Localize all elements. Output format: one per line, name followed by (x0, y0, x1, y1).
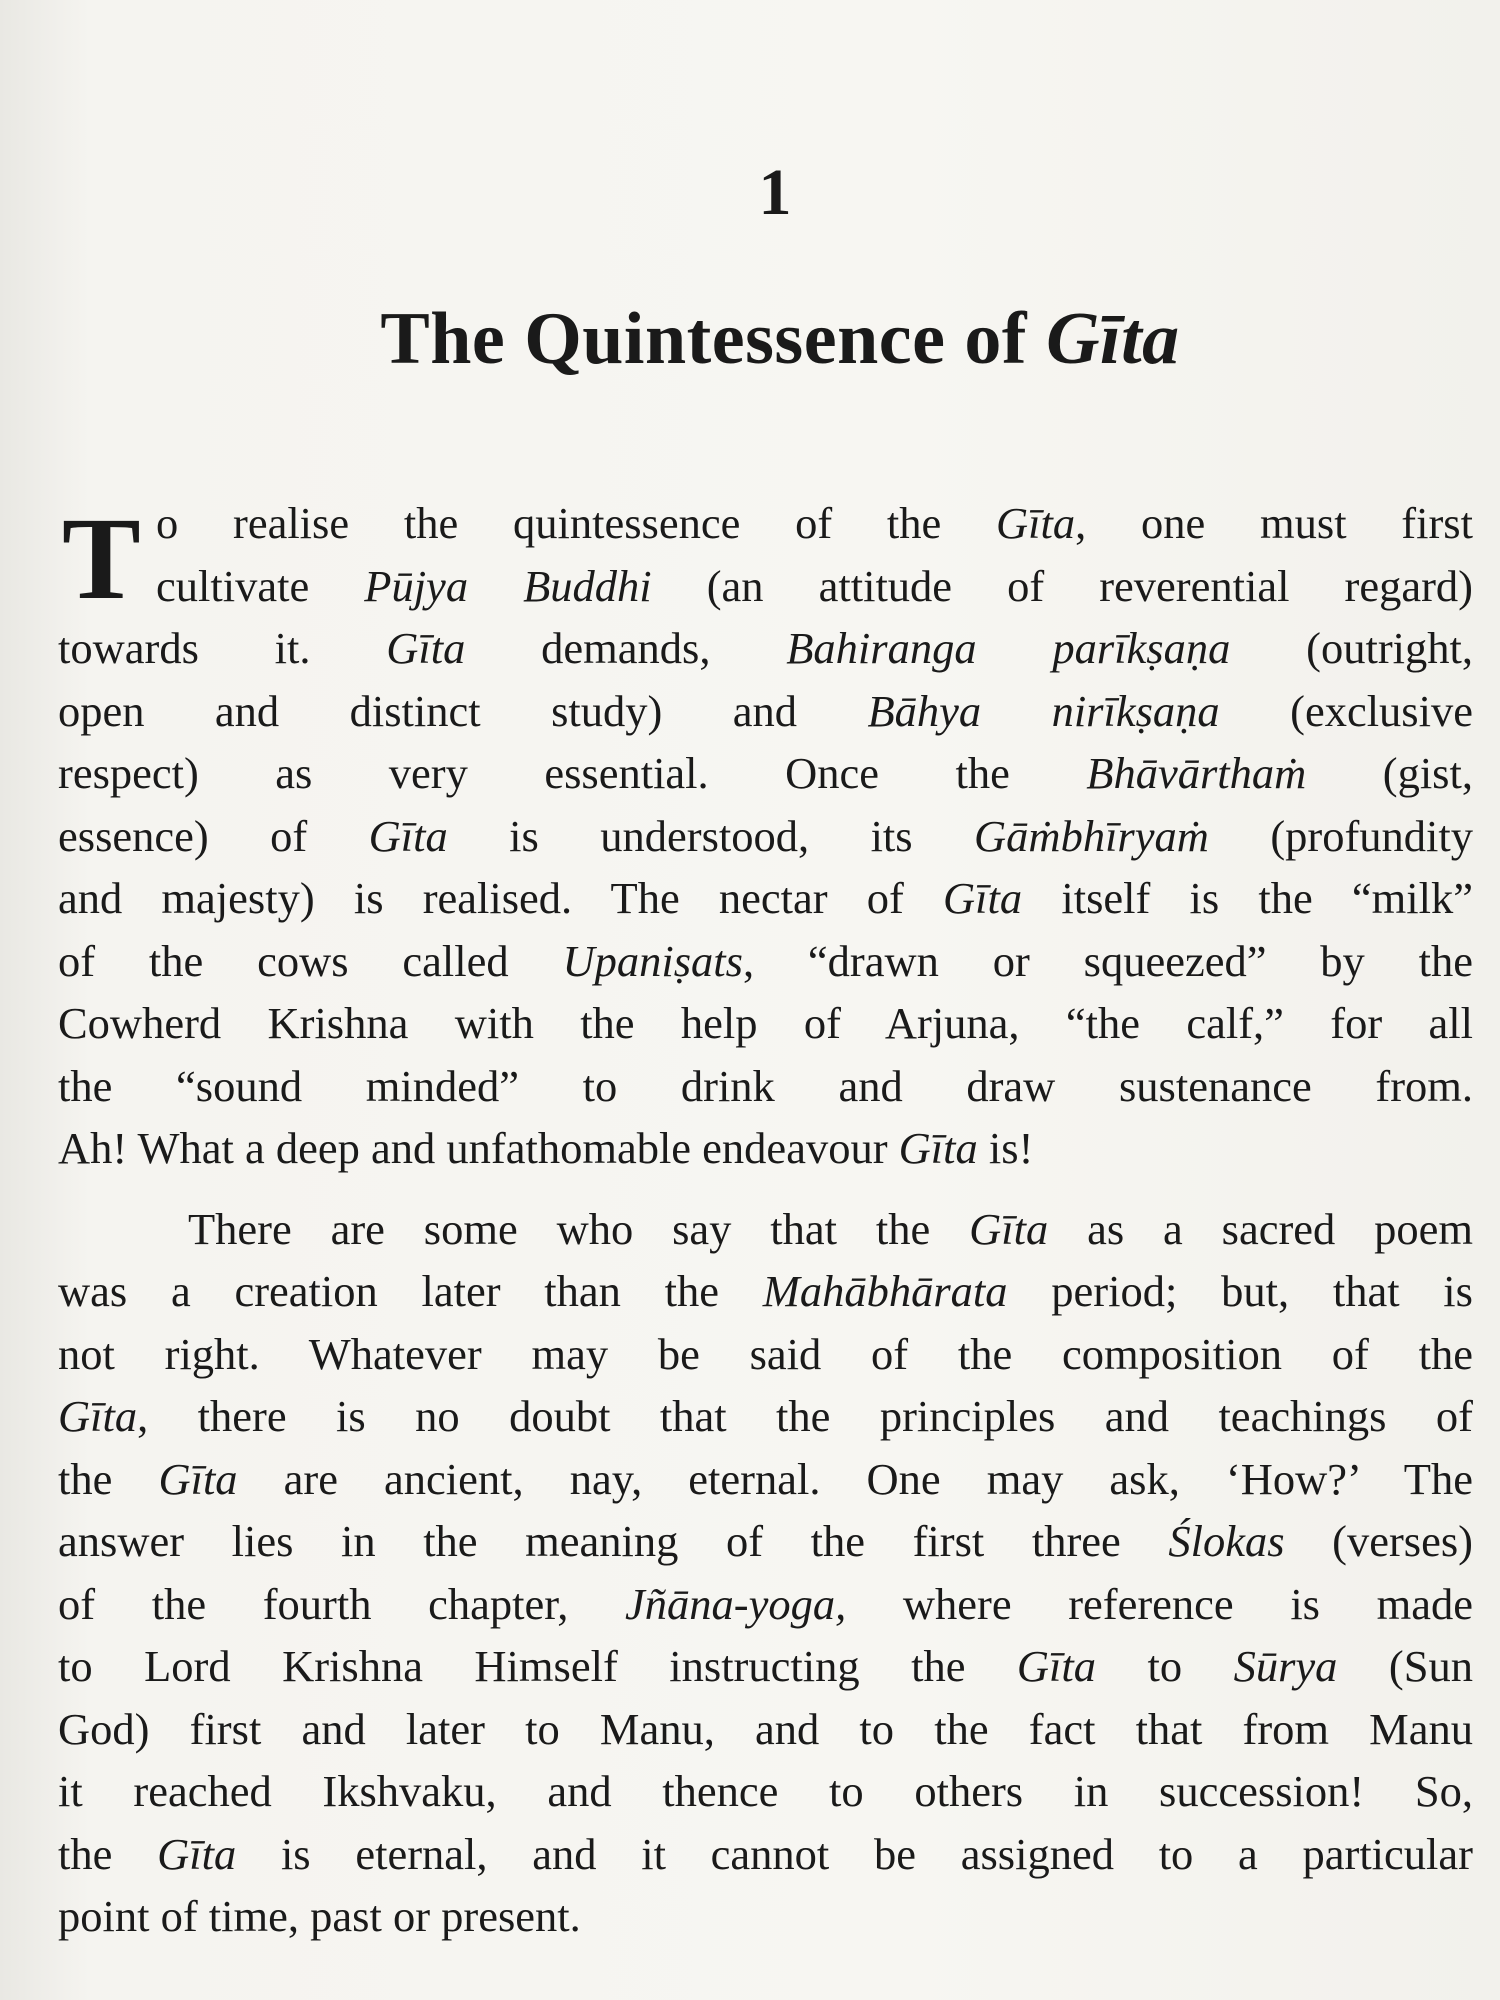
text-line (58, 1055, 1473, 1118)
text-run: respect) as very essential. Once the (58, 748, 1087, 798)
text-run: towards it. (58, 623, 387, 673)
text-line (58, 1385, 1473, 1448)
chapter-title-italic: Gīta (1046, 298, 1180, 380)
body-text (58, 492, 1473, 1948)
chapter-title-prefix: The Quintessence of (380, 298, 1028, 380)
text-run: period; but, that is (1007, 1266, 1473, 1316)
text-run: open and distinct study) and (58, 685, 868, 736)
text-run: (Sun (1337, 1641, 1473, 1691)
text-run: (an attitude of reverential regard) (651, 560, 1473, 611)
italic-term: Pūjya Buddhi (364, 560, 652, 611)
text-run: to (1096, 1641, 1234, 1691)
text-line (58, 1760, 1473, 1823)
text-line (58, 992, 1473, 1055)
text-run: (outright, (1230, 623, 1474, 673)
text-line (58, 1448, 1473, 1511)
drop-cap: T (62, 493, 141, 624)
italic-term: Gāṁbhīryaṁ (974, 810, 1209, 861)
chapter-title (0, 298, 1500, 380)
text-run: answer lies in the meaning of the first three (58, 1516, 1169, 1566)
italic-term: Gīta (996, 498, 1076, 548)
text-run: o realise the quintessence of the (156, 498, 997, 548)
text-run: demands, (465, 623, 787, 673)
italic-term: Gīta (368, 810, 448, 861)
text-run: (profundity (1208, 810, 1473, 861)
italic-term: Jñāna-yoga, (625, 1578, 847, 1629)
text-run: is eternal, and it cannot be assigned to a particular (236, 1828, 1473, 1879)
italic-term: Gīta (58, 1391, 138, 1441)
text-run: (verses) (1284, 1516, 1473, 1566)
text-run: and majesty) is realised. The nectar of (58, 873, 944, 923)
text-run: is understood, its (447, 810, 975, 861)
text-run: , “drawn or squeezed” by the (742, 935, 1473, 986)
italic-term: Bhāvārthaṁ (1086, 748, 1307, 798)
text-line (58, 680, 1473, 743)
text-run: are ancient, nay, eternal. One may ask, ‘How?’ The (237, 1453, 1473, 1504)
text-line (58, 555, 1473, 618)
text-line (58, 617, 1473, 680)
italic-term: Mahābhārata (762, 1266, 1008, 1316)
text-run: There are some who say that the (188, 1203, 970, 1254)
italic-term: Gīta (157, 1828, 237, 1879)
text-run: of the fourth chapter, (58, 1578, 626, 1629)
text-run: cultivate (156, 560, 365, 611)
text-run: Cowherd Krishna with the help of Arjuna, “the calf,” for all (58, 998, 1473, 1048)
text-run: not right. Whatever may be said of the composition of the (58, 1328, 1473, 1379)
italic-term: Ślokas (1168, 1516, 1285, 1566)
text-run: (gist, (1306, 748, 1473, 798)
text-run: point of time, past or present. (58, 1891, 581, 1941)
paragraph-1 (58, 492, 1473, 1180)
text-run: it reached Ikshvaku, and thence to others in succession! So, (58, 1766, 1473, 1816)
italic-term: Gīta (158, 1453, 238, 1504)
text-run: (exclusive (1219, 685, 1473, 736)
text-line (58, 1260, 1473, 1323)
text-line (58, 805, 1473, 868)
text-run: was a creation later than the (58, 1266, 763, 1316)
text-line (58, 1885, 1473, 1948)
italic-term: Sūrya (1233, 1641, 1338, 1691)
text-line (58, 867, 1473, 930)
paragraph-2 (58, 1198, 1473, 1948)
text-line (58, 1573, 1473, 1636)
italic-term: Gīta (386, 623, 466, 673)
italic-term: Upaniṣats (562, 935, 743, 986)
text-line (58, 1698, 1473, 1761)
italic-term: Gīta (943, 873, 1023, 923)
text-run: , there is no doubt that the principles and teachings of (137, 1391, 1473, 1441)
text-line (58, 1198, 1473, 1261)
text-line (58, 1823, 1473, 1886)
text-run: God) first and later to Manu, and to the fact that from Manu (58, 1703, 1473, 1754)
text-run: Ah! What a deep and unfathomable endeavour (58, 1123, 899, 1173)
text-run: to Lord Krishna Himself instructing the (58, 1641, 1017, 1691)
italic-term: Gīta (969, 1203, 1049, 1254)
text-run: where reference is made (846, 1578, 1474, 1629)
text-run: the (58, 1828, 158, 1879)
chapter-number: 1 (758, 156, 792, 229)
text-run: essence) of (58, 810, 369, 861)
text-run: , one must first (1075, 498, 1473, 548)
text-line (58, 930, 1473, 993)
italic-term: Gīta (898, 1123, 978, 1173)
text-line (58, 1323, 1473, 1386)
text-run: itself is the “milk” (1022, 873, 1473, 923)
italic-term: Bāhya nirīkṣaṇa (867, 685, 1220, 736)
text-line (58, 1635, 1473, 1698)
text-run: as a sacred poem (1048, 1203, 1473, 1254)
text-run: of the cows called (58, 935, 563, 986)
italic-term: Bahiranga parīkṣaṇa (786, 623, 1231, 673)
text-line (58, 492, 1473, 555)
text-run: the “sound minded” to drink and draw sustenance from. (58, 1060, 1473, 1111)
italic-term: Gīta (1016, 1641, 1097, 1691)
text-run: the (58, 1453, 159, 1504)
text-line (58, 742, 1473, 805)
text-line (58, 1510, 1473, 1573)
text-run: is! (977, 1123, 1034, 1173)
text-line (58, 1117, 1473, 1180)
